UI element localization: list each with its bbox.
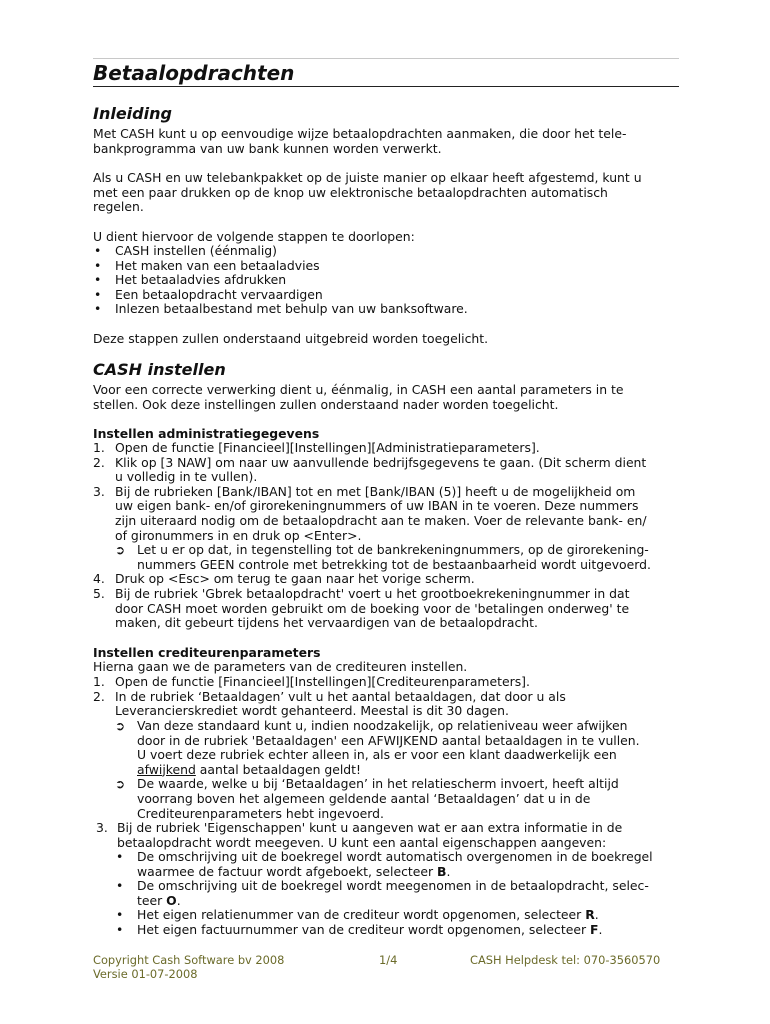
properties-list [115, 850, 695, 938]
text-line: met een paar drukken op de knop uw elektronische betaalopdrachten automatisch [93, 184, 608, 200]
text-line: teer [137, 892, 167, 908]
text-line: door in de rubriek 'Betaaldagen' een AFWIJKEND aantal betaaldagen in te vullen. [137, 732, 640, 748]
text-line: Druk op <Esc> om terug te gaan naar het vorige scherm. [115, 571, 475, 587]
document-title: Betaalopdrachten [93, 61, 679, 87]
text-line: aantal betaaldagen geldt! [195, 761, 361, 777]
note-item [115, 777, 695, 821]
text-line: stellen. Ook deze instellingen zullen onderstaand nader worden toegelicht. [93, 396, 559, 412]
list-item [93, 587, 693, 631]
text-line: bankprogramma van uw bank kunnen worden verwerkt. [93, 140, 442, 156]
cred-item-3 [96, 821, 696, 850]
cash-paragraph [93, 383, 693, 412]
text-line: nummers GEEN controle met betrekking tot de bestaanbaarheid wordt uitgevoerd. [137, 556, 651, 572]
list-text [93, 587, 693, 631]
arrow-circle-icon: ➲ [115, 719, 126, 733]
text-line: uw eigen bank- en/of girorekeningnummers of uw IBAN in te voeren. Deze nummers [115, 498, 639, 514]
list-item: • Het betaaladvies afdrukken [93, 273, 693, 288]
text-line: . [446, 863, 451, 879]
text-line: De waarde, welke u bij ‘Betaaldagen’ in het relatiescherm invoert, heeft altijd [137, 776, 619, 792]
text-line: voorrang boven het algemeen geldende aantal ‘Betaaldagen’ dat u in de [137, 790, 591, 806]
list-text [96, 821, 696, 850]
arrow-circle-icon: ➲ [115, 777, 126, 792]
list-text [93, 572, 693, 587]
intro-paragraph-3: U dient hiervoor de volgende stappen te doorlopen: [93, 229, 415, 244]
cred-intro: Hierna gaan we de parameters van de crediteuren instellen. [93, 659, 468, 674]
text-line: Het eigen factuurnummer van de crediteur wordt opgenomen, selecteer [137, 921, 591, 937]
admin-steps-list [93, 441, 693, 631]
subheading-crediteurenparameters: Instellen crediteurenparameters [93, 645, 321, 660]
text-line: De omschrijving uit de boekregel wordt meegenomen in de betaalopdracht, selec- [137, 878, 649, 894]
key-letter: R [585, 907, 595, 923]
list-item: • Inlezen betaalbestand met behulp van uw banksoftware. [93, 302, 693, 317]
footer-copyright: Copyright Cash Software bv 2008 [93, 953, 285, 967]
list-text [93, 690, 693, 719]
text-line: regelen. [93, 199, 144, 215]
text-line: Crediteurenparameters hebt ingevoerd. [137, 805, 384, 821]
list-item [115, 923, 695, 938]
text-line: Als u CASH en uw telebankpakket op de juiste manier op elkaar heeft afgestemd, kunt u [93, 170, 642, 185]
text-line: Let u er op dat, in tegenstelling tot de bankrekeningnummers, op de girorekening- [137, 542, 649, 558]
text-line: In de rubriek ‘Betaaldagen’ vult u het aantal betaaldagen, dat door u als [115, 688, 566, 704]
footer-page-number: 1/4 [379, 953, 398, 967]
list-item [93, 675, 693, 690]
list-text [93, 441, 693, 456]
section-heading-cash-instellen: CASH instellen [93, 360, 226, 379]
list-number: 1. [93, 674, 105, 689]
list-number: 3. [96, 820, 108, 835]
list-text: Open de functie [Financieel][Instellingen][Crediteurenparameters]. [115, 674, 530, 689]
list-item [115, 879, 695, 908]
cred-notes [115, 719, 695, 821]
text-line: U voert deze rubriek echter alleen in, als er voor een klant daadwerkelijk een [137, 747, 617, 763]
list-item [93, 572, 693, 587]
list-item: • CASH instellen (éénmalig) [93, 244, 693, 259]
intro-paragraph-4: Deze stappen zullen onderstaand uitgebreid worden toegelicht. [93, 331, 489, 346]
note-item [115, 543, 693, 572]
text-line: betaalopdracht wordt meegeven. U kunt een aantal eigenschappen aangeven: [117, 834, 607, 850]
list-item: • Een betaalopdracht vervaardigen [93, 288, 693, 303]
text-line: . [176, 892, 181, 908]
text-line: Het eigen relatienummer van de crediteur wordt opgenomen, selecteer [137, 907, 586, 923]
text-line: De omschrijving uit de boekregel wordt automatisch overgenomen in de boekregel [137, 849, 653, 864]
arrow-circle-icon: ➲ [115, 543, 126, 558]
list-item [93, 485, 693, 573]
text-line: Bij de rubriek 'Eigenschappen' kunt u aangeven wat er aan extra informatie in de [117, 820, 623, 835]
text-line: Klik op [3 NAW] om naar uw aanvullende bedrijfsgegevens te gaan. (Dit scherm dient [115, 454, 647, 470]
cred-steps-list [93, 675, 693, 719]
steps-list [93, 244, 693, 317]
text-line: u volledig in te vullen). [115, 469, 258, 485]
list-item [93, 690, 693, 719]
footer-helpdesk: CASH Helpdesk tel: 070-3560570 [470, 953, 661, 967]
intro-paragraph-1 [93, 127, 693, 156]
key-letter: O [166, 892, 177, 908]
list-item [115, 908, 695, 923]
list-number: 5. [93, 585, 105, 601]
list-number: 1. [93, 440, 105, 455]
list-item [115, 850, 695, 879]
list-item [93, 441, 693, 456]
section-heading-inleiding: Inleiding [93, 104, 172, 123]
text-line: door CASH moet worden gebruikt om de boeking voor de 'betalingen onderweg' te [115, 600, 630, 616]
text-line: Bij de rubriek 'Gbrek betaalopdracht' voert u het grootboekrekeningnummer in dat [115, 585, 630, 601]
text-line: Van deze standaard kunt u, indien noodzakelijk, op relatieniveau weer afwijken [137, 718, 628, 733]
text-line: Met CASH kunt u op eenvoudige wijze betaalopdrachten aanmaken, die door het tele- [93, 126, 627, 141]
intro-paragraph-2 [93, 171, 693, 215]
underlined-text: afwijkend [137, 761, 196, 777]
text-line: Bij de rubrieken [Bank/IBAN] tot en met [Bank/IBAN (5)] heeft u de mogelijkheid om [115, 483, 636, 499]
text-line: . [594, 907, 599, 923]
text-line: zijn uiteraard nodig om de betaalopdracht aan te maken. Voer de relevante bank- en/ [115, 512, 647, 528]
footer-left [93, 954, 284, 982]
list-number: 4. [93, 571, 105, 587]
list-number: 3. [93, 483, 105, 499]
text-line: Leverancierskrediet wordt gehanteerd. Meestal is dit 30 dagen. [115, 703, 509, 719]
footer-version: Versie 01-07-2008 [93, 966, 198, 981]
top-rule [93, 58, 679, 59]
list-text [93, 485, 693, 543]
note-item [115, 719, 695, 777]
text-line: . [598, 921, 603, 937]
text-line: maken, dit gebeurt tijdens het vervaardigen van de betaalopdracht. [115, 615, 538, 631]
list-number: 2. [93, 454, 105, 470]
list-text [93, 456, 693, 485]
text-line: Open de functie [Financieel][Instellingen][Administratieparameters]. [115, 440, 540, 455]
list-number: 2. [93, 688, 105, 704]
list-item: • Het maken van een betaaladvies [93, 259, 693, 274]
text-line: Voor een correcte verwerking dient u, éénmalig, in CASH een aantal parameters in te [93, 382, 624, 397]
key-letter: F [590, 921, 599, 937]
text-line: waarmee de factuur wordt afgeboekt, selecteer [137, 863, 438, 879]
list-item [93, 456, 693, 485]
subheading-administratiegegevens: Instellen administratiegegevens [93, 426, 320, 441]
text-line: of gironummers in en druk op <Enter>. [115, 527, 362, 543]
key-letter: B [437, 863, 447, 879]
